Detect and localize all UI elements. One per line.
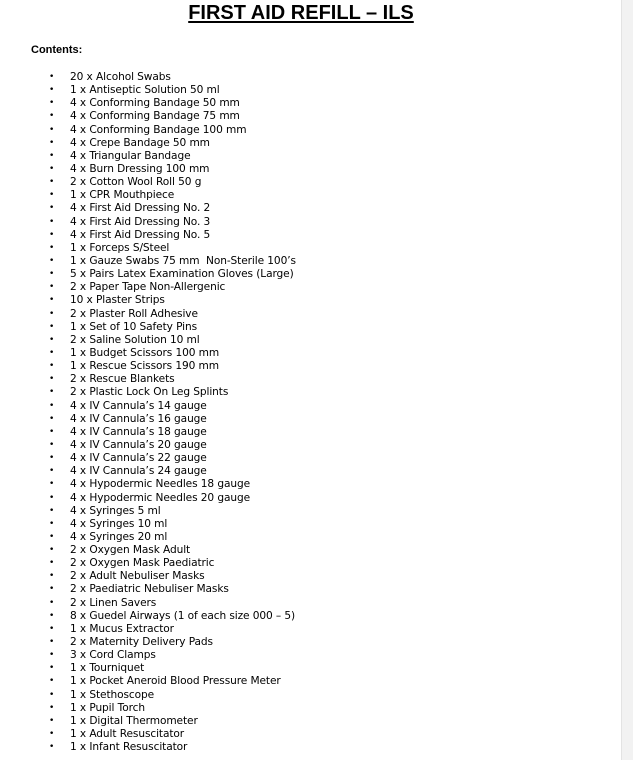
bullet-icon: • [49,531,55,542]
bullet-icon: • [49,216,55,227]
bullet-icon: • [49,518,55,529]
list-item-text: 4 x IV Cannula’s 16 gauge [70,412,207,425]
list-item-text: 1 x Pupil Torch [70,701,145,714]
page-edge-scroll-area [621,0,633,760]
list-item-text: 1 x Digital Thermometer [70,714,198,727]
list-item-text: 2 x Saline Solution 10 ml [70,333,200,346]
list-item-text: 1 x Gauze Swabs 75 mm Non-Sterile 100’s [70,254,296,267]
list-item-text: 1 x Set of 10 Safety Pins [70,320,198,333]
list-item-text: 4 x Conforming Bandage 75 mm [70,110,240,123]
bullet-icon: • [49,269,55,280]
bullet-icon: • [49,637,55,648]
bullet-icon: • [49,72,55,82]
bullet-icon: • [49,479,55,490]
bullet-icon: • [49,190,55,201]
list-item-text: 4 x IV Cannula’s 18 gauge [70,425,207,438]
list-item-text: 2 x Paediatric Nebuliser Masks [70,583,229,596]
list-item-text: 2 x Plastic Lock On Leg Splints [70,386,229,399]
list-item-text: 4 x IV Cannula’s 22 gauge [70,452,207,465]
list-item-text: 20 x Alcohol Swabs [70,71,171,83]
list-item-text: 4 x First Aid Dressing No. 2 [70,202,211,215]
bullet-icon: • [49,347,55,358]
list-item-text: 1 x Pocket Aneroid Blood Pressure Meter [70,675,281,688]
bullet-icon: • [49,308,55,319]
bullet-icon: • [49,676,55,687]
bullet-icon: • [49,715,55,726]
list-item-text: 4 x Conforming Bandage 100 mm [70,123,247,136]
bullet-icon: • [49,571,55,582]
bullet-icon: • [49,466,55,477]
list-item-text: 1 x Adult Resuscitator [70,728,185,741]
bullet-icon: • [49,505,55,516]
bullet-icon: • [49,584,55,595]
bullet-icon: • [49,111,55,122]
list-item-text: 3 x Cord Clamps [70,649,156,662]
contents-label: Contents: [31,44,83,56]
bullet-icon: • [49,439,55,450]
bullet-icon: • [49,177,55,188]
bullet-icon: • [49,623,55,634]
list-item-text: 4 x Hypodermic Needles 20 gauge [70,491,251,504]
list-item-text: 1 x Stethoscope [70,688,155,701]
list-item-text: 1 x Mucus Extractor [70,622,174,635]
bullet-icon: • [49,597,55,608]
list-item-text: 4 x Hypodermic Needles 18 gauge [70,478,251,491]
bullet-icon: • [49,98,55,109]
list-item-text: 1 x Tourniquet [70,662,145,675]
list-item-text: 4 x Syringes 10 ml [70,517,168,530]
list-item-text: 2 x Linen Savers [70,596,157,609]
bullet-icon: • [49,702,55,713]
bullet-icon: • [49,742,55,753]
list-item-text: 2 x Oxygen Mask Adult [70,544,191,557]
bullet-icon: • [49,650,55,661]
list-item-text: 8 x Guedel Airways (1 of each size 000 – 5) [70,609,296,622]
bullet-icon: • [49,413,55,424]
bullet-icon: • [49,545,55,556]
bullet-icon: • [49,282,55,293]
list-item-text: 1 x Infant Resuscitator [70,741,188,754]
bullet-icon: • [49,610,55,621]
bullet-icon: • [49,453,55,464]
list-item-text: 2 x Plaster Roll Adhesive [70,307,198,320]
bullet-icon: • [49,361,55,372]
bullet-icon: • [49,334,55,345]
list-item-text: 4 x Crepe Bandage 50 mm [70,136,210,149]
list-item-text: 4 x Triangular Bandage [70,149,191,162]
bullet-icon: • [49,729,55,740]
bullet-icon: • [49,387,55,398]
bullet-icon: • [49,558,55,569]
list-item-text: 1 x CPR Mouthpiece [70,189,175,202]
list-item-text: 1 x Forceps S/Steel [70,241,170,254]
list-item-text: 4 x Burn Dressing 100 mm [70,162,210,175]
list-item-text: 10 x Plaster Strips [70,294,165,307]
list-item-text: 2 x Rescue Blankets [70,373,175,386]
bullet-icon: • [49,663,55,674]
bullet-icon: • [49,255,55,266]
list-item-text: 4 x Conforming Bandage 50 mm [70,97,240,110]
list-item-text: 4 x IV Cannula’s 14 gauge [70,399,207,412]
list-item-text: 2 x Paper Tape Non-Allergenic [70,281,226,294]
list-item-text: 4 x First Aid Dressing No. 5 [70,228,211,241]
list-item-text: 2 x Oxygen Mask Paediatric [70,557,215,570]
list-item-text: 4 x Syringes 20 ml [70,530,168,543]
list-item-text: 4 x IV Cannula’s 24 gauge [70,465,207,478]
bullet-icon: • [49,689,55,700]
bullet-icon: • [49,150,55,161]
list-item-text: 4 x IV Cannula’s 20 gauge [70,438,207,451]
bullet-icon: • [49,492,55,503]
list-item-text: 2 x Cotton Wool Roll 50 g [70,176,202,189]
bullet-icon: • [49,400,55,411]
bullet-icon: • [49,124,55,135]
list-item-text: 1 x Rescue Scissors 190 mm [70,360,219,373]
list-item-text: 5 x Pairs Latex Examination Gloves (Large) [70,268,294,281]
bullet-icon: • [49,242,55,253]
document-title: FIRST AID REFILL – ILS [188,2,414,24]
bullet-icon: • [49,295,55,306]
bullet-icon: • [49,229,55,240]
list-item-text: 1 x Antiseptic Solution 50 ml [70,84,220,97]
bullet-icon: • [49,426,55,437]
bullet-icon: • [49,163,55,174]
list-item-text: 4 x Syringes 5 ml [70,504,161,517]
bullet-icon: • [49,137,55,148]
bullet-icon: • [49,374,55,385]
list-item-text: 2 x Adult Nebuliser Masks [70,570,205,583]
list-item-text: 2 x Maternity Delivery Pads [70,636,213,649]
list-item-text: 1 x Budget Scissors 100 mm [70,346,220,359]
bullet-icon: • [49,203,55,214]
bullet-icon: • [49,321,55,332]
bullet-icon: • [49,85,55,96]
list-item-text: 4 x First Aid Dressing No. 3 [70,215,211,228]
